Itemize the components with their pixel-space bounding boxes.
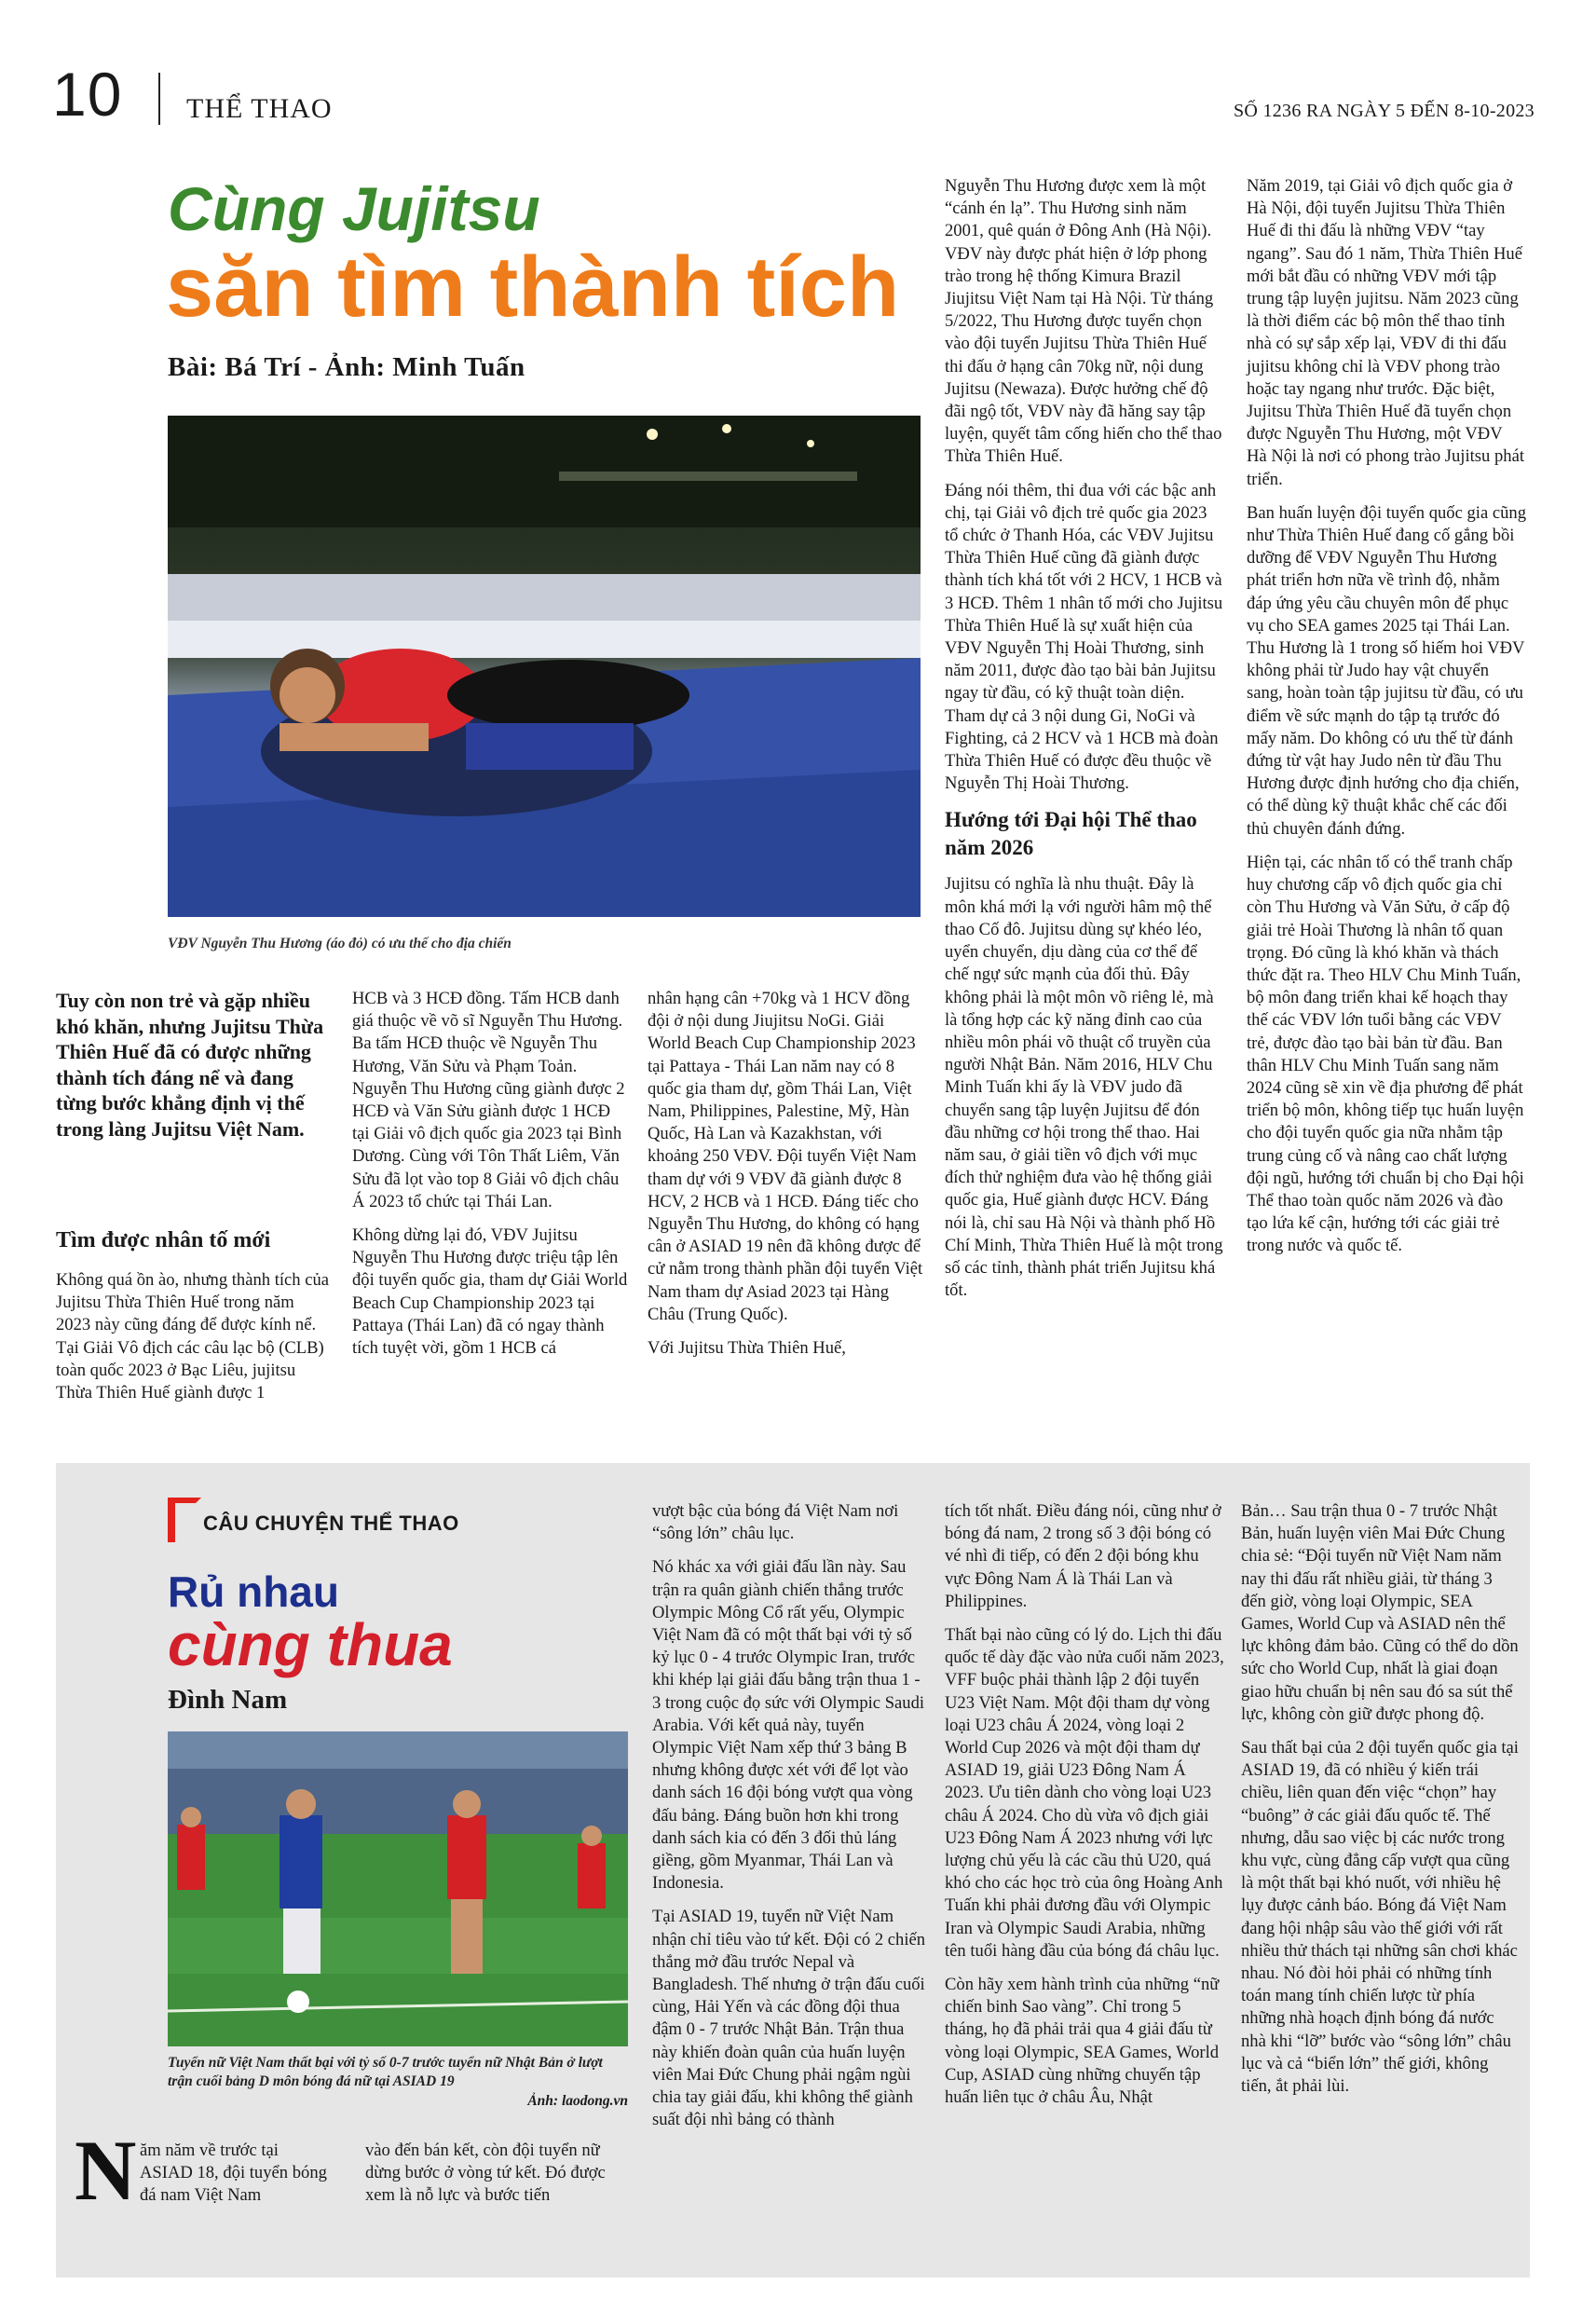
page-number: 10 [52, 60, 123, 129]
paragraph: Đáng nói thêm, thi đua với các bậc anh chị, tại Giải vô địch trẻ quốc gia 2023 tổ chức ở Thanh Hóa, các VĐV Jujitsu Thừa Thiên Huế cũng đã giành được thành tích khá tốt với 2 HCV, 1 HCB và 3 HCĐ. Thêm 1 nhân tố mới cho Jujitsu Thừa Thiên Huế là sự xuất hiện của VĐV Nguyễn Thị Hoài Thương, sinh năm 2011, được đào tạo bài bản Jujitsu ngay từ đầu, có kỹ thuật toàn diện. Tham dự cả 3 nội dung Gi, NoGi và Fighting, cả 2 HCV và 1 HCB mà đoàn Thừa Thiên Huế có được đều thuộc về Nguyễn Thị Hoài Thương. [945, 480, 1223, 794]
photo-credit: Ảnh: laodong.vn [527, 2093, 628, 2109]
jujitsu-photo [168, 416, 921, 917]
paragraph: Nó khác xa với giải đấu lần này. Sau trận ra quân giành chiến thắng trước Olympic Mông Cổ rất yếu, Olympic Việt Nam đã có một thất bại với tỷ số kỷ lục 0 - 4 trước Olympic Iran, trước khi khép lại giải đấu bằng trận thua 1 - 3 trong cuộc đọ sức với Olympic Saudi Arabia. Với kết quả này, tuyển Olympic Việt Nam xếp thứ 3 bảng B nhưng không được xét với để lọt vào danh sách 16 đội bóng vượt qua vòng đấu bảng. Đáng buồn hơn khi trong danh sách kia có đến 3 đối thủ láng giềng, gồm Myanmar, Thái Lan và Indonesia. [652, 1557, 925, 1894]
paragraph: Không quá ồn ào, nhưng thành tích của Jujitsu Thừa Thiên Huế trong năm 2023 này cũng đáng để được kính nể. Tại Giải Vô địch các câu lạc bộ (CLB) toàn quốc 2023 ở Bạc Liêu, jujitsu Thừa Thiên Huế giành được 1 [56, 1270, 330, 1403]
bracket-stem-icon [168, 1498, 175, 1542]
section-name: THỂ THAO [186, 93, 333, 124]
football-photo [168, 1731, 628, 2046]
paragraph: Jujitsu có nghĩa là nhu thuật. Đây là môn khá mới lạ với người hâm mộ thể thao Cố đô. Jujitsu dùng sự khéo léo, uyển chuyển, dịu dàng của cơ thể để chế ngự sức mạnh của đối thủ. Đây không phải là một môn võ riêng lẻ, mà là tổng hợp các kỹ năng đỉnh cao của nhiều môn phái võ thuật cổ truyền của người Nhật Bản. Năm 2016, HLV Chu Minh Tuấn khi ấy là VĐV judo đã chuyển sang tập luyện Jujitsu để đón đầu những cơ hội trong thể thao. Hai năm sau, ở giải tiền vô địch với mục đích thử nghiệm đưa vào hệ thống giải quốc gia, Huế giành được HCV. Đáng nói là, chỉ sau Hà Nội và thành phố Hồ Chí Minh, Thừa Thiên Huế là một trong số các tỉnh, thành phát triển Jujitsu khá tốt. [945, 874, 1223, 1301]
story-byline: Đình Nam [168, 1685, 288, 1715]
paragraph: Năm 2019, tại Giải vô địch quốc gia ở Hà Nội, đội tuyển Jujitsu Thừa Thiên Huế đi thi đấu là những VĐV “tay ngang”. Sau đó 1 năm, Thừa Thiên Huế mới bắt đầu có những VĐV mới tập trung tập luyện jujitsu. Năm 2023 cũng là thời điểm các bộ môn thể thao tỉnh nhà có sự sắp xếp lại, VĐV đi thi đấu jujitsu không chỉ là VĐV phong trào hoặc tay ngang như trước. Đặc biệt, Jujitsu Thừa Thiên Huế đã tuyển chọn được Nguyễn Thu Hương, một VĐV Hà Nội là nơi có phong trào Jujitsu phát triển. [1247, 176, 1524, 489]
paragraph: Sau thất bại của 2 đội tuyển quốc gia tại ASIAD 19, đã có nhiều ý kiến trái chiều, liên quan đến việc “chọn” hay “buông” ở các giải đấu quốc tế. Thế nhưng, dẫu sao việc bị các nước trong khu vực, cùng đẳng cấp vượt qua cũng là một thất bại khó nuốt, với nhiều hệ lụy được cảnh báo. Bóng đá Việt Nam đang hội nhập sâu vào thế giới với rất nhiều thử thách tại những sân chơi khác nhau. Nó đòi hỏi phải có những tính toán mang tính chiến lược từ phía những nhà hoạch định bóng đá nước nhà khi “lỡ” bước vào “sông lớn” châu lục và cả “biển lớn” thế giới, không tiến, ắt phải lùi. [1241, 1738, 1519, 2097]
paragraph: HCB và 3 HCĐ đồng. Tấm HCB danh giá thuộc về võ sĩ Nguyễn Thu Hương. Ba tấm HCĐ thuộc về Nguyễn Thu Hương, Văn Sửu và Phạm Toản. Nguyễn Thu Hương cũng giành được 2 HCĐ và Văn Sửu giành được 1 HCĐ tại Giải vô địch quốc gia 2023 tại Bình Dương. Cùng với Tôn Thất Liêm, Văn Sửu đã lọt vào top 8 Giải vô địch châu Á 2023 tổ chức tại Thái Lan. [352, 989, 625, 1211]
story-column-g [365, 2140, 628, 2219]
article-byline: Bài: Bá Trí - Ảnh: Minh Tuấn [168, 352, 525, 382]
paragraph: nhân hạng cân +70kg và 1 HCV đồng đội ở nội dung Jiujitsu NoGi. Giải World Beach Cup Championship 2023 tại Pattaya - Thái Lan năm nay có 8 quốc gia tham dự, gồm Thái Lan, Việt Nam, Philippines, Palestine, Mỹ, Hàn Quốc, Hà Lan và Kazakhstan, với khoảng 250 VĐV. Đội tuyển Việt Nam tham dự với 9 VĐV đã giành được 8 HCV, 2 HCB và 1 HCĐ. Đáng tiếc cho Nguyễn Thu Hương, do không có hạng cân ở ASIAD 19 nên đã không được để cử nằm trong thành phần đội tuyển Việt Nam tham dự Asiad 2023 tại Hàng Châu (Trung Quốc). [648, 989, 923, 1324]
text-column-b [352, 988, 628, 1371]
text-column-e [1247, 175, 1526, 1269]
paragraph: vượt bậc của bóng đá Việt Nam nơi “sông lớn” châu lục. [652, 1501, 899, 1544]
paragraph: Không dừng lại đó, VĐV Jujitsu Nguyễn Thu Hương được triệu tập lên đội tuyển quốc gia, tham dự Giải World Beach Cup Championship 2023 tại Pattaya (Thái Lan) đã có ngay thành tích tuyệt vời, gồm 1 HCB cá [352, 1225, 628, 1359]
paragraph: Còn hãy xem hành trình của những “nữ chiến binh Sao vàng”. Chỉ trong 5 tháng, họ đã phải trải qua 4 giải đấu từ vòng loại Olympic, SEA Games, World Cup, ASIAD cùng những chuyến tập huấn liên tục ở châu Âu, Nhật [945, 1975, 1220, 2108]
paragraph: Với Jujitsu Thừa Thiên Huế, [648, 1338, 846, 1359]
text-column-c [648, 988, 923, 1371]
article-lead: Tuy còn non trẻ và gặp nhiều khó khăn, nhưng Jujitsu Thừa Thiên Huế đã có được những thành tích đáng nể và đang từng bước khẳng định vị thế trong làng Jujitsu Việt Nam. [56, 989, 324, 1141]
story-column-f [140, 2140, 330, 2219]
paragraph: ăm năm về trước tại ASIAD 18, đội tuyển bóng đá nam Việt Nam [140, 2141, 327, 2206]
story-column-j [1241, 1500, 1521, 2109]
paragraph: tích tốt nhất. Điều đáng nói, cũng như ở bóng đá nam, 2 trong số 3 đội bóng có vé nhì đi tiếp, có đến 2 đội bóng khu vực Đông Nam Á là Thái Lan và Philippines. [945, 1501, 1221, 1611]
paragraph: Ban huấn luyện đội tuyển quốc gia cũng như Thừa Thiên Huế đang cố gắng bồi dưỡng để VĐV Nguyễn Thu Hương phát triển hơn nữa về trình độ, nhằm đáp ứng yêu cầu chuyên môn để phục vụ cho SEA games 2025 tại Thái Lan. Thu Hương là 1 trong số hiếm hoi VĐV không phải từ Judo hay vật chuyển sang, hoàn toàn tập jujitsu từ đầu, có ưu điểm về sức mạnh do tập tạ trước đó mấy năm. Do không có ưu thế từ đánh đứng từ vật hay Judo nên từ đầu Thu Hương được định hướng cho địa chiến, có thể dùng kỹ thuật khắc chế các đối thủ chuyên đánh đứng. [1247, 502, 1527, 839]
paragraph: Tại ASIAD 19, tuyển nữ Việt Nam nhận chỉ tiêu vào tứ kết. Đội có 2 chiến thắng mở đầu trước Nepal và Bangladesh. Thế nhưng ở trận đấu cuối cùng, Hải Yến và các đồng đội thua đậm 0 - 7 trước Nhật Bản. Trận thua này khiến đoàn quân của huấn luyện viên Mai Đức Chung phải ngậm ngùi chia tay giải đấu, khi không thể giành suất đội nhì bảng có thành [652, 1907, 926, 2130]
issue-info: SỐ 1236 RA NGÀY 5 ĐẾN 8-10-2023 [1233, 101, 1535, 121]
subhead-towards-games: Hướng tới Đại hội Thể thao năm 2026 [945, 808, 1197, 860]
story-column-h [652, 1500, 928, 2142]
story-column-i [945, 1500, 1224, 2120]
photo-caption: VĐV Nguyễn Thu Hương (áo đỏ) có ưu thế cho địa chiến [168, 936, 512, 951]
story-headline: cùng thua [168, 1611, 453, 1678]
text-column-d [945, 175, 1224, 1313]
article-headline: săn tìm thành tích [166, 239, 900, 335]
drop-cap: N [75, 2123, 137, 2218]
paragraph: Hiện tại, các nhân tố có thể tranh chấp huy chương cấp vô địch quốc gia chỉ còn Thu Hương và Văn Sửu, ở cấp độ giải trẻ Hoài Thương là nhân tố quan trọng. Đó cũng là khó khăn và thách thức đặt ra. Theo HLV Chu Minh Tuấn, bộ môn đang triển khai kế hoạch thay thế các VĐV lớn tuổi bằng các VĐV trẻ, được đào tạo bài bản từ đầu. Ban thân HLV Chu Minh Tuấn sang năm 2024 cũng sẽ xin về địa phương để phát triển bộ môn, không tiếp tục huấn luyện cho đội tuyển quốc gia nữa nhằm tập trung củng cố và nâng cao chất lượng đội ngũ, hướng tới chuẩn bị cho Đại hội Thể thao toàn quốc năm 2026 và đào tạo lứa kế cận, hướng tới các giải trẻ trong nước và quốc tế. [1247, 852, 1524, 1256]
paragraph: Bản… Sau trận thua 0 - 7 trước Nhật Bản, huấn luyện viên Mai Đức Chung chia sẻ: “Đội tuyển nữ Việt Nam năm nay thi đấu rất nhiều giải, từ tháng 3 đến giờ, vòng loại Olympic, SEA Games, World Cup và ASIAD nên thể lực không đảm bảo. Cũng có thể do dồn sức cho World Cup, nhất là giai đoạn giao hữu chuẩn bị nên sau đó sa sút thể lực, không còn giữ được phong độ. [1241, 1501, 1519, 1724]
paragraph: Thất bại nào cũng có lý do. Lịch thi đấu quốc tế dày đặc vào nửa cuối năm 2023, VFF buộc phải thành lập 2 đội tuyển U23 Việt Nam. Một đội tham dự vòng loại U23 châu Á 2024, vòng loại 2 World Cup 2026 và một đội tham dự ASIAD 19, giải U23 Đông Nam Á 2023. Ưu tiên dành cho vòng loại U23 châu Á 2024. Cho dù vừa vô địch giải U23 Đông Nam Á 2023 nhưng với lực lượng chủ yếu là các cầu thủ U20, quá khó cho các học trò của ông Hoàng Anh Tuấn khi phải đương đầu với Olympic Iran và Olympic Saudi Arabia, những tên tuổi hàng đầu của bóng đá châu lục. [945, 1625, 1224, 1961]
story-kicker: Rủ nhau [168, 1567, 339, 1616]
paragraph: vào đến bán kết, còn đội tuyển nữ dừng bước ở vòng tứ kết. Đó được xem là nỗ lực và bước tiến [365, 2141, 606, 2206]
paragraph: Nguyễn Thu Hương được xem là một “cánh én lạ”. Thu Hương sinh năm 2001, quê quán ở Đông Anh (Hà Nội). VĐV này được phát hiện ở lớp phong trào trong hệ thống Kimura Brazil Jiujitsu Việt Nam tại Hà Nội. Từ tháng 5/2022, Thu Hương được tuyển chọn vào đội tuyển Jujitsu Thừa Thiên Huế thi đấu ở hạng cân 70kg nữ, nội dung Jujitsu (Newaza). Được hưởng chế độ đãi ngộ tốt, VĐV này đã hăng say tập luyện, quyết tâm cống hiến cho thể thao Thừa Thiên Huế. [945, 176, 1222, 467]
jujitsu-photo-illustration [168, 416, 921, 917]
football-photo-caption: Tuyển nữ Việt Nam thất bại với tỷ số 0-7 trước tuyển nữ Nhật Bản ở lượt trận cuối bảng D môn bóng đá nữ tại ASIAD 19 [168, 2055, 603, 2089]
subhead-new-factor: Tìm được nhân tố mới [56, 1228, 271, 1252]
article-kicker: Cùng Jujitsu [168, 174, 540, 243]
header-divider [158, 73, 160, 125]
football-photo-illustration [168, 1731, 628, 2046]
section-label: CÂU CHUYỆN THỂ THAO [203, 1512, 459, 1535]
text-column-a [56, 1269, 332, 1416]
